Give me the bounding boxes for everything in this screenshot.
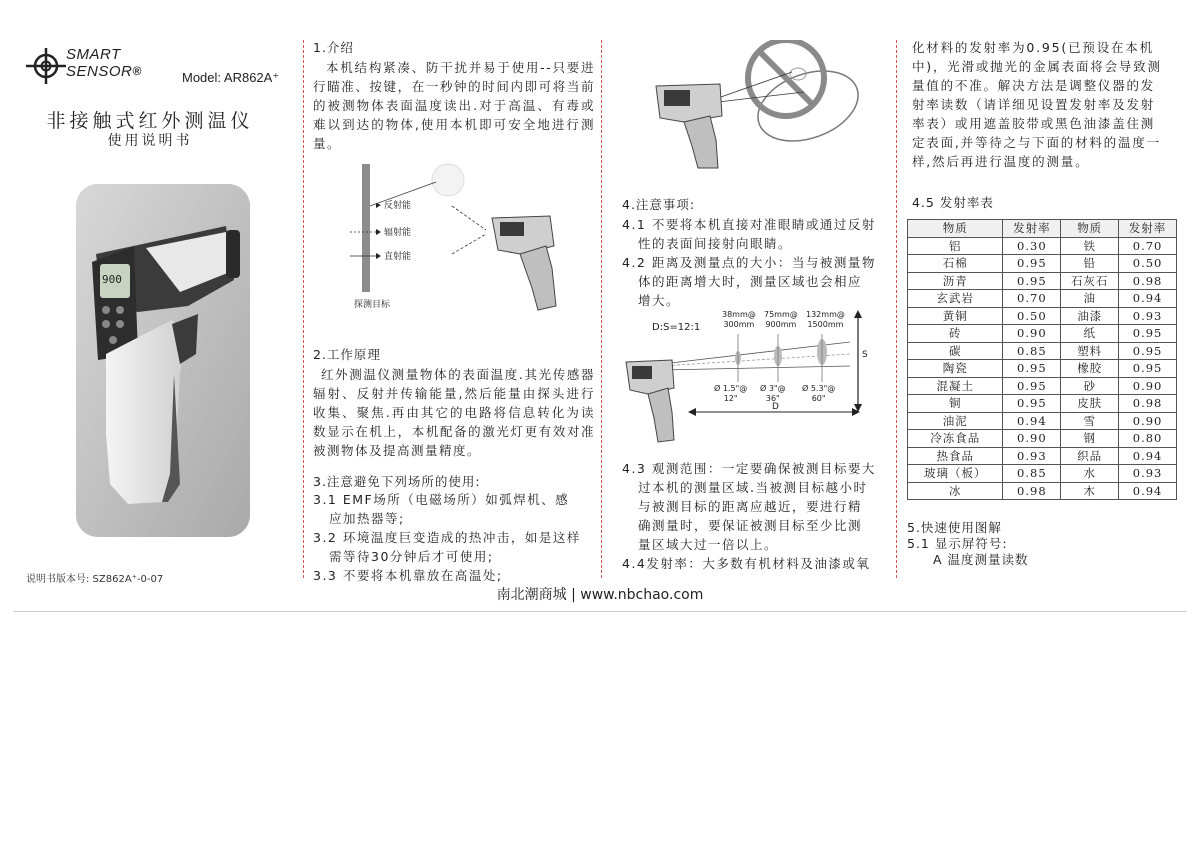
distance-spot-diagram <box>622 308 882 448</box>
axis-s-label: S <box>862 350 868 360</box>
document-subtitle: 使用说明书 <box>107 133 193 149</box>
table-row <box>908 307 1177 325</box>
emissivity-cell: 0.70 <box>1003 290 1061 308</box>
table-row <box>908 465 1177 483</box>
distance-label-1 <box>722 310 756 330</box>
material-cell: 砂 <box>1061 377 1119 395</box>
table-row <box>908 412 1177 430</box>
spot-label-1 <box>714 384 747 404</box>
material-cell: 油泥 <box>908 412 1003 430</box>
spot-label-3a: Ø 5.3"@ <box>802 384 836 393</box>
material-cell: 石棉 <box>908 255 1003 273</box>
emissivity-cell: 0.95 <box>1003 377 1061 395</box>
material-cell: 黄铜 <box>908 307 1003 325</box>
emissivity-cell: 0.80 <box>1119 430 1177 448</box>
section-3-3: 3.3 不要将本机靠放在高温处; <box>313 568 503 583</box>
emissivity-cell: 0.70 <box>1119 237 1177 255</box>
table-row <box>908 325 1177 343</box>
table-row <box>908 482 1177 500</box>
manual-version: 说明书版本号: SZ862A⁺-0-07 <box>26 574 164 585</box>
emissivity-cell: 0.95 <box>1003 395 1061 413</box>
emissivity-cell: 0.95 <box>1119 342 1177 360</box>
material-cell: 玻璃（板） <box>908 465 1003 483</box>
table-row <box>908 255 1177 273</box>
section-4-1a: 4.1 不要将本机直接对准眼睛或通过反射 <box>622 217 876 232</box>
section-4-3a: 4.3 观测范围：一定要确保被测目标要大 <box>622 461 876 476</box>
emissivity-cell: 0.95 <box>1003 360 1061 378</box>
distance-label-3a: 132mm@ <box>806 310 845 319</box>
section-5-title: 5.快速使用图解 <box>907 520 1002 535</box>
emissivity-cell: 0.94 <box>1003 412 1061 430</box>
material-cell: 陶瓷 <box>908 360 1003 378</box>
material-cell: 冷冻食品 <box>908 430 1003 448</box>
thermometer-device-image <box>76 184 250 537</box>
distance-label-2 <box>764 310 798 330</box>
emissivity-cell: 0.95 <box>1003 272 1061 290</box>
emissivity-cell: 0.95 <box>1003 255 1061 273</box>
section-3-1b: 应加热器等; <box>329 511 405 526</box>
distance-label-1a: 38mm@ <box>722 310 756 319</box>
column-3-lower <box>622 459 884 573</box>
section-3-1a: 3.1 EMF场所（电磁场所）如弧焊机、感 <box>313 492 570 507</box>
emissivity-cell: 0.85 <box>1003 465 1061 483</box>
product-photo <box>76 184 250 537</box>
label-radiate: 辐射能 <box>384 228 412 238</box>
section-4-4: 4.4发射率：大多数有机材料及油漆或氧 <box>622 556 871 571</box>
spot-label-2a: Ø 3"@ <box>760 384 786 393</box>
emissivity-cell: 0.93 <box>1003 447 1061 465</box>
column-divider-3 <box>896 40 897 578</box>
column-divider-2 <box>601 40 602 578</box>
emissivity-cell: 0.90 <box>1119 412 1177 430</box>
table-row <box>908 272 1177 290</box>
spot-label-2 <box>760 384 786 404</box>
document-title: 非接触式红外测温仪 <box>46 110 254 132</box>
axis-d-label: D <box>772 402 779 412</box>
header-material-2: 物质 <box>1061 220 1119 238</box>
material-cell: 织品 <box>1061 447 1119 465</box>
emissivity-cell: 0.94 <box>1119 290 1177 308</box>
material-cell: 水 <box>1061 465 1119 483</box>
section-2-title: 2.工作原理 <box>313 347 381 362</box>
brand-line2: SENSOR <box>66 63 133 80</box>
section-5-1: 5.1 显示屏符号: <box>907 536 1008 551</box>
table-row <box>908 377 1177 395</box>
section-4-2b: 体的距离增大时，测量区域也会相应 <box>638 274 863 289</box>
column-4-lower <box>907 520 1157 568</box>
emissivity-cell: 0.90 <box>1003 325 1061 343</box>
label-direct: 直射能 <box>384 252 412 262</box>
section-1-body: 本机结构紧凑、防干扰并易于使用--只要进行瞄准、按键，在一秒钟的时间内即可将当前的被测物体表面温度读出.对于高温、有毒或难以到达的物体,使用本机即可安全地进行测量。 <box>313 60 595 151</box>
device-display-reading: 900 <box>102 273 122 286</box>
column-2 <box>313 38 595 153</box>
material-cell: 热食品 <box>908 447 1003 465</box>
table-row <box>908 342 1177 360</box>
column-3 <box>622 195 884 310</box>
emissivity-table-body <box>908 237 1177 500</box>
measurement-principle-diagram <box>340 158 590 316</box>
material-cell: 铅 <box>1061 255 1119 273</box>
emissivity-cell: 0.30 <box>1003 237 1061 255</box>
table-row <box>908 290 1177 308</box>
header-emissivity-1: 发射率 <box>1003 220 1061 238</box>
distance-label-2a: 75mm@ <box>764 310 798 319</box>
section-5-1a: A 温度测量读数 <box>933 552 1029 567</box>
table-row <box>908 395 1177 413</box>
table-row <box>908 360 1177 378</box>
section-4-2a: 4.2 距离及测量点的大小：当与被测量物 <box>622 255 876 270</box>
emissivity-cell: 0.90 <box>1003 430 1061 448</box>
material-cell: 铁 <box>1061 237 1119 255</box>
emissivity-cell: 0.95 <box>1119 360 1177 378</box>
site-footer: 南北潮商城 | www.nbchao.com <box>496 587 704 603</box>
section-1-title: 1.介绍 <box>313 40 354 55</box>
section-2-body: 红外测温仪测量物体的表面温度.其光传感器辐射、反射并传输能量,然后能量由探头进行收集、聚焦.再由其它的电路将信息转化为读数显示在机上，本机配备的激光灯更有效对准被测物体及提高测量精度。 <box>313 367 595 458</box>
section-4-title: 4.注意事项: <box>622 197 696 212</box>
energy-diagram-graphic <box>340 158 590 316</box>
label-reflect: 反射能 <box>384 201 412 211</box>
material-cell: 混凝土 <box>908 377 1003 395</box>
emissivity-cell: 0.50 <box>1003 307 1061 325</box>
section-4-1b: 性的表面间接射向眼睛。 <box>638 236 793 251</box>
label-target: 探测目标 <box>354 300 391 310</box>
crosshair-logo-icon <box>26 46 66 86</box>
table-header-row <box>908 220 1177 238</box>
distance-label-3 <box>806 310 845 330</box>
brand-line1: SMART <box>66 46 121 63</box>
header-material-1: 物质 <box>908 220 1003 238</box>
spot-label-3 <box>802 384 835 404</box>
material-cell: 冰 <box>908 482 1003 500</box>
footer-divider <box>14 611 1186 612</box>
material-cell: 碳 <box>908 342 1003 360</box>
distance-label-3b: 1500mm <box>807 320 844 329</box>
material-cell: 油 <box>1061 290 1119 308</box>
emissivity-cell: 0.94 <box>1119 447 1177 465</box>
section-4-3d: 确测量时，要保证被测目标至少比测 <box>638 518 863 533</box>
material-cell: 钢 <box>1061 430 1119 448</box>
section-3-2b: 需等待30分钟后才可使用; <box>329 549 494 564</box>
section-3-title: 3.注意避免下列场所的使用: <box>313 474 481 489</box>
column-divider-1 <box>303 40 304 578</box>
material-cell: 石灰石 <box>1061 272 1119 290</box>
emissivity-cell: 0.95 <box>1119 325 1177 343</box>
section-3-2a: 3.2 环境温度巨变造成的热冲击，如是这样 <box>313 530 581 545</box>
emissivity-cell: 0.50 <box>1119 255 1177 273</box>
model-number: Model: AR862A⁺ <box>182 70 280 85</box>
emissivity-cell: 0.94 <box>1119 482 1177 500</box>
ds-ratio-label: D:S=12:1 <box>652 322 701 333</box>
spot-label-3b: 60" <box>811 394 826 403</box>
material-cell: 沥青 <box>908 272 1003 290</box>
material-cell: 纸 <box>1061 325 1119 343</box>
emissivity-cell: 0.90 <box>1119 377 1177 395</box>
section-4-5-title: 4.5 发射率表 <box>912 195 994 210</box>
brand-logo <box>26 44 156 88</box>
emissivity-continued: 化材料的发射率为0.95(已预设在本机中)，光滑或抛光的金属表面将会导致测量值的不准。解决方法是调整仪器的发射率读数（请详细见设置发射率及发射率表）或用遮盖胶带或黑色油漆盖住测定表面,并等待之与下面的材料的温度一样,然后再进行温度的测量。 <box>912 40 1162 169</box>
material-cell: 木 <box>1061 482 1119 500</box>
emissivity-cell: 0.93 <box>1119 465 1177 483</box>
emissivity-cell: 0.93 <box>1119 307 1177 325</box>
section-4-2c: 增大。 <box>638 293 681 308</box>
emissivity-cell: 0.98 <box>1003 482 1061 500</box>
distance-label-1b: 300mm <box>723 320 755 329</box>
eye-warning-illustration <box>636 40 866 170</box>
spot-label-1b: 12" <box>723 394 738 403</box>
material-cell: 玄武岩 <box>908 290 1003 308</box>
table-row <box>908 430 1177 448</box>
section-4-3e: 量区域大过一倍以上。 <box>638 537 779 552</box>
material-cell: 雪 <box>1061 412 1119 430</box>
no-eye-pointing-icon <box>636 40 866 170</box>
section-4-3c: 与被测目标的距离应越近，要进行精 <box>638 499 863 514</box>
spot-label-2b: 36" <box>765 394 780 403</box>
table-row <box>908 237 1177 255</box>
brand-registered: ® <box>132 64 142 78</box>
emissivity-cell: 0.98 <box>1119 395 1177 413</box>
material-cell: 皮肤 <box>1061 395 1119 413</box>
distance-label-2b: 900mm <box>765 320 797 329</box>
table-row <box>908 447 1177 465</box>
emissivity-cell: 0.85 <box>1003 342 1061 360</box>
material-cell: 橡胶 <box>1061 360 1119 378</box>
material-cell: 砖 <box>908 325 1003 343</box>
material-cell: 油漆 <box>1061 307 1119 325</box>
header-emissivity-2: 发射率 <box>1119 220 1177 238</box>
column-2-lower <box>313 345 595 585</box>
column-4 <box>912 38 1162 211</box>
material-cell: 铜 <box>908 395 1003 413</box>
material-cell: 铝 <box>908 237 1003 255</box>
emissivity-table <box>907 219 1177 500</box>
emissivity-cell: 0.98 <box>1119 272 1177 290</box>
section-4-3b: 过本机的测量区域.当被测目标越小时 <box>638 480 868 495</box>
spot-label-1a: Ø 1.5"@ <box>714 384 748 393</box>
material-cell: 塑料 <box>1061 342 1119 360</box>
